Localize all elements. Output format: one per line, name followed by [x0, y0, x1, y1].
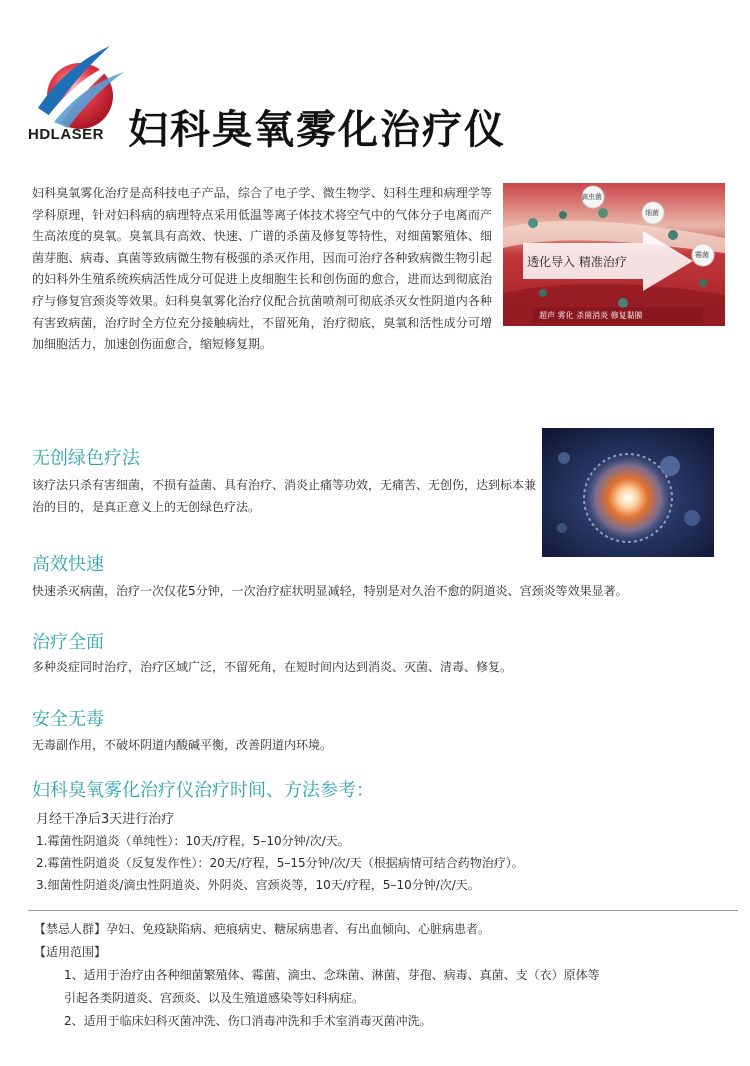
- section-text-comprehensive: 多种炎症同时治疗，治疗区域广泛，不留死角，在短时间内达到消炎、灭菌、清毒、修复。: [32, 660, 513, 674]
- section-title-safe: 安全无毒: [32, 709, 104, 730]
- section-text-noninvasive: 该疗法只杀有害细菌，不损有益菌、具有治疗、消炎止痛等功效，无痛苦、无创伤，达到标本兼治的目的，是真正意义上的无创绿色疗法。: [32, 478, 537, 514]
- contra-text: 孕妇、免疫缺陷病、疤痕病史、糖尿病患者、有出血倾向、心脏病患者。: [106, 922, 491, 936]
- scope-item-1-line-2: 引起各类阴道炎、宫颈炎、以及生殖道感染等妇科病症。: [64, 991, 365, 1005]
- list-item: 3.细菌性阴道炎/滴虫性阴道炎、外阴炎、宫颈炎等，10天/疗程，5–10分钟/次/天。: [36, 878, 480, 892]
- divider: [28, 910, 738, 911]
- scope-item-1-line-1: 1、适用于治疗由各种细菌繁殖体、霉菌、滴虫、念珠菌、淋菌、芽孢、病毒、真菌、支（衣）原体等: [64, 968, 600, 982]
- label-mold: 霉菌: [695, 251, 709, 259]
- scope-label: 【适用范围】: [34, 945, 107, 959]
- section-text-efficient: 快速杀灭病菌，治疗一次仅花5分钟，一次治疗症状明显减轻，特别是对久治不愈的阴道炎、宫颈炎等效果显著。: [32, 584, 628, 598]
- label-bacteria: 细菌: [645, 209, 659, 217]
- list-item: 1.霉菌性阴道炎（单纯性）：10天/疗程，5–10分钟/次/天。: [36, 834, 350, 848]
- section-text-safe: 无毒副作用，不破坏阴道内酸碱平衡，改善阴道内环境。: [32, 738, 333, 752]
- method-subtitle: 月经干净后3天进行治疗: [36, 812, 175, 827]
- label-trichomonas: 滴虫菌: [581, 193, 602, 201]
- scope-item-2: 2、适用于临床妇科灭菌冲洗、伤口消毒冲洗和手术室消毒灭菌冲洗。: [64, 1014, 432, 1028]
- intro-paragraph: 妇科臭氧雾化治疗是高科技电子产品，综合了电子学、微生物学、妇科生理和病理学等学科原理，针对妇科病的病理特点采用低温等离子体技术将空气中的气体分子电离而产生高浓度的臭氧。臭氧具有高效、快速、广谱的杀菌及修复等特性，对细菌繁殖体、细菌芽胞、病毒、真菌等致病微生物有极强的杀灭作用，因而可治疗各种致病微生物引起的妇科外生殖系统疾病活性成分可促进上皮细胞生长和创伤面的愈合，进而达到彻底治疗与修复宫颈炎等效果。妇科臭氧雾化治疗仪配合抗菌喷剂可彻底杀灭女性阴道内各种有害致病菌，治疗时全方位充分接触病灶，不留死角，治疗彻底，臭氧和活性成分可增加细胞活力，加速创伤面愈合，缩短修复期。: [32, 186, 492, 352]
- logo-text: HDLASER: [28, 126, 105, 143]
- page-title: 妇科臭氧雾化治疗仪: [128, 107, 506, 153]
- bottom-info: [34, 918, 600, 1033]
- microorganism-illustration: [542, 428, 714, 557]
- section-title-noninvasive: 无创绿色疗法: [32, 448, 140, 469]
- arrow-text: 透化导入 精准治疗: [527, 255, 627, 269]
- bottom-caption: 超声 雾化 杀菌消炎 修复黏膜: [539, 311, 643, 320]
- section-title-comprehensive: 治疗全面: [32, 632, 104, 653]
- section-title-efficient: 高效快速: [32, 554, 104, 575]
- method-title: 妇科臭氧雾化治疗仪治疗时间、方法参考：: [32, 780, 374, 801]
- contra-label: 【禁忌人群】: [34, 922, 107, 936]
- method-list: [36, 830, 524, 896]
- treatment-illustration: [503, 183, 725, 326]
- list-item: 2.霉菌性阴道炎（反复发作性）：20天/疗程，5–15分钟/次/天（根据病情可结合药物治疗）。: [36, 856, 524, 870]
